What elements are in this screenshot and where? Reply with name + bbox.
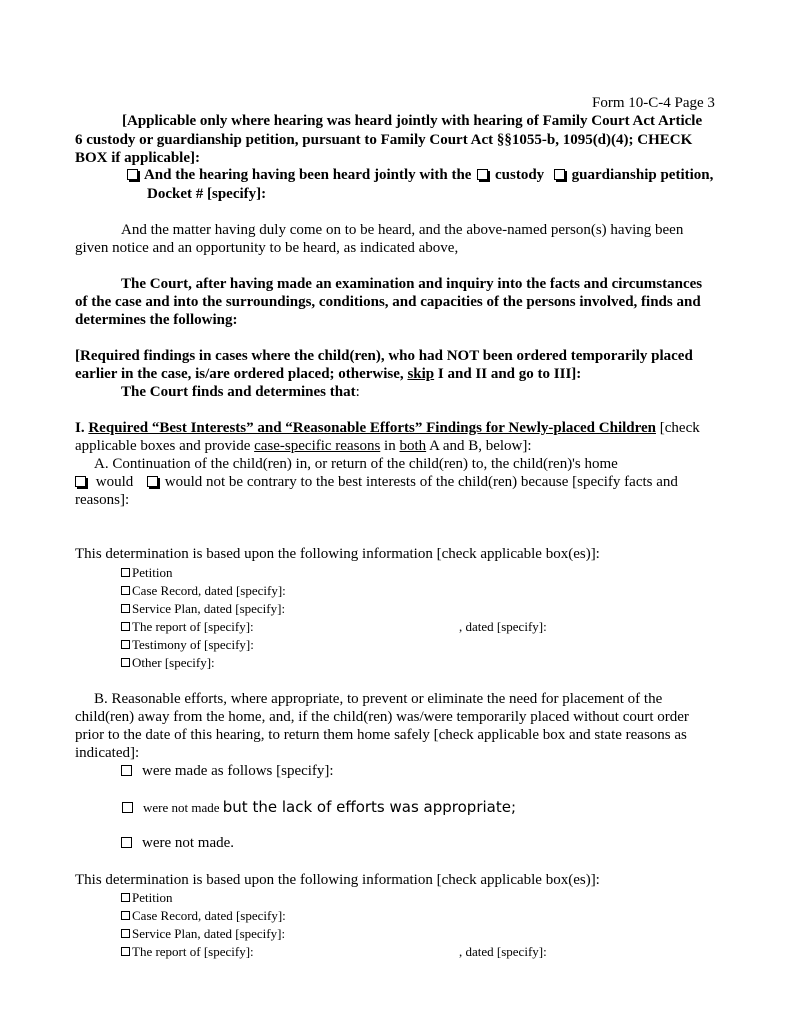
service-plan-checkbox-icon[interactable]: [121, 929, 130, 938]
section-b-text-2: child(ren) away from the home, and, if the child(ren) was/were temporarily placed without court order: [75, 709, 689, 725]
info-a-report-dated: , dated [specify]:: [459, 619, 547, 634]
efforts-not-made-checkbox-icon[interactable]: [121, 837, 132, 848]
custody-checkbox-icon[interactable]: [477, 169, 488, 180]
info-a-item: [121, 618, 254, 636]
jointly-text-4: And the hearing having been heard jointly with the: [143, 167, 476, 183]
info-a-petition: Petition: [132, 565, 173, 580]
info-b-service-plan: Service Plan, dated [specify]:: [132, 926, 286, 941]
jointly-checkbox-icon[interactable]: [127, 169, 138, 180]
court-finds-text: The Court finds and determines that: [121, 384, 356, 400]
case-record-checkbox-icon[interactable]: [121, 911, 130, 920]
section-b-text-4: indicated]:: [75, 745, 140, 761]
required-line-2: [75, 365, 581, 383]
section-b-text-1: B. Reasonable efforts, where appropriate, to prevent or eliminate the need for placement of the: [94, 691, 663, 707]
efforts-not-made-appropriate-checkbox-icon[interactable]: [122, 802, 133, 813]
info-a-other: Other [specify]:: [132, 655, 215, 670]
info-b-report: The report of [specify]:: [132, 944, 254, 959]
guardianship-checkbox-icon[interactable]: [554, 169, 565, 180]
form-page-label: Form 10-C-4 Page 3: [592, 95, 715, 111]
efforts-made-option: [121, 762, 334, 780]
report-checkbox-icon[interactable]: [121, 622, 130, 631]
info-a-item: [121, 582, 286, 600]
efforts-made-checkbox-icon[interactable]: [121, 765, 132, 776]
both-word: both: [399, 438, 427, 454]
info-a-item: [121, 654, 215, 672]
matter-text-2: given notice and an opportunity to be heard, as indicated above,: [75, 240, 459, 256]
would-not-checkbox-icon[interactable]: [147, 476, 158, 487]
jointly-text-3: BOX if applicable]:: [75, 150, 201, 166]
info-a-item: [121, 564, 172, 582]
section-1-heading-tail: [check: [656, 420, 700, 436]
efforts-not-made-appropriate-option: [122, 798, 516, 817]
section-1-instructions: [75, 437, 532, 455]
would-checkbox-icon[interactable]: [75, 476, 86, 487]
case-record-checkbox-icon[interactable]: [121, 586, 130, 595]
section-1-text-a: applicable boxes and provide: [75, 438, 255, 454]
would-label: would: [95, 474, 134, 490]
efforts-not-made-option: [121, 834, 234, 852]
required-text-2b: I and II and go to III]:: [434, 366, 582, 382]
court-text-2: of the case and into the surroundings, conditions, and capacities of the persons involved, finds and: [75, 294, 701, 310]
jointly-text-1: [Applicable only where hearing was heard jointly with hearing of Family Court Act Article: [122, 113, 703, 129]
efforts-not-made-plain-label: were not made.: [142, 835, 235, 851]
info-b-case-record: Case Record, dated [specify]:: [132, 908, 286, 923]
court-text-1: The Court, after having made an examination and inquiry into the facts and circumstances: [121, 276, 703, 292]
info-b-item: [121, 943, 254, 961]
section-b-text-3: prior to the date of this hearing, to return them home safely [check applicable box and state reasons as: [75, 727, 687, 743]
jointly-line-4: [127, 166, 713, 184]
info-b-intro: This determination is based upon the following information [check applicable box(es)]:: [75, 872, 600, 888]
skip-word: skip: [407, 366, 435, 382]
would-not-label: would not be contrary to the best interests of the child(ren) because [specify facts and: [164, 474, 678, 490]
info-b-report-dated: , dated [specify]:: [459, 944, 547, 959]
case-specific-reasons: case-specific reasons: [254, 438, 381, 454]
report-checkbox-icon[interactable]: [121, 947, 130, 956]
section-a-options: [75, 473, 678, 491]
matter-text-1: And the matter having duly come on to be heard, and the above-named person(s) having been: [121, 222, 684, 238]
info-a-item: [121, 600, 285, 618]
other-checkbox-icon[interactable]: [121, 658, 130, 667]
custody-label: custody: [494, 167, 545, 183]
info-a-report: The report of [specify]:: [132, 619, 254, 634]
info-b-petition: Petition: [132, 890, 173, 905]
lack-of-efforts-semicolon: ;: [510, 798, 517, 816]
testimony-checkbox-icon[interactable]: [121, 640, 130, 649]
info-a-intro: This determination is based upon the following information [check applicable box(es)]:: [75, 546, 600, 562]
guardianship-label: guardianship petition,: [571, 167, 714, 183]
required-text-2a: earlier in the case, is/are ordered placed; otherwise,: [75, 366, 408, 382]
service-plan-checkbox-icon[interactable]: [121, 604, 130, 613]
efforts-not-made-label: were not made: [143, 800, 223, 815]
petition-checkbox-icon[interactable]: [121, 893, 130, 902]
efforts-made-label: were made as follows [specify]:: [142, 763, 334, 779]
info-a-service-plan: Service Plan, dated [specify]:: [132, 601, 286, 616]
info-a-item: [121, 636, 254, 654]
court-finds-colon: :: [355, 384, 360, 400]
info-a-case-record: Case Record, dated [specify]:: [132, 583, 286, 598]
info-b-item: [121, 925, 285, 943]
petition-checkbox-icon[interactable]: [121, 568, 130, 577]
lack-of-efforts-appropriate-text: but the lack of efforts was appropriate: [222, 798, 511, 816]
info-b-item: [121, 889, 172, 907]
section-1-text-b: in: [380, 438, 400, 454]
info-b-item: [121, 907, 286, 925]
docket-label: Docket # [specify]:: [147, 186, 267, 202]
section-a-text: A. Continuation of the child(ren) in, or return of the child(ren) to, the child(ren)'s home: [94, 456, 618, 472]
court-finds-line: [121, 383, 360, 401]
section-1-heading-line: [75, 419, 700, 437]
court-text-3: determines the following:: [75, 312, 238, 328]
reasons-label: reasons]:: [75, 492, 130, 508]
section-1-prefix: I.: [75, 420, 89, 436]
jointly-text-2: 6 custody or guardianship petition, pursuant to Family Court Act §§1055-b, 1095(d)(4); CHECK: [75, 132, 693, 148]
required-text-1: [Required findings in cases where the child(ren), who had NOT been ordered temporarily placed: [75, 348, 693, 364]
section-1-heading: Required “Best Interests” and “Reasonable Efforts” Findings for Newly-placed Children: [88, 420, 657, 436]
info-a-testimony: Testimony of [specify]:: [132, 637, 254, 652]
section-1-text-c: A and B, below]:: [426, 438, 532, 454]
